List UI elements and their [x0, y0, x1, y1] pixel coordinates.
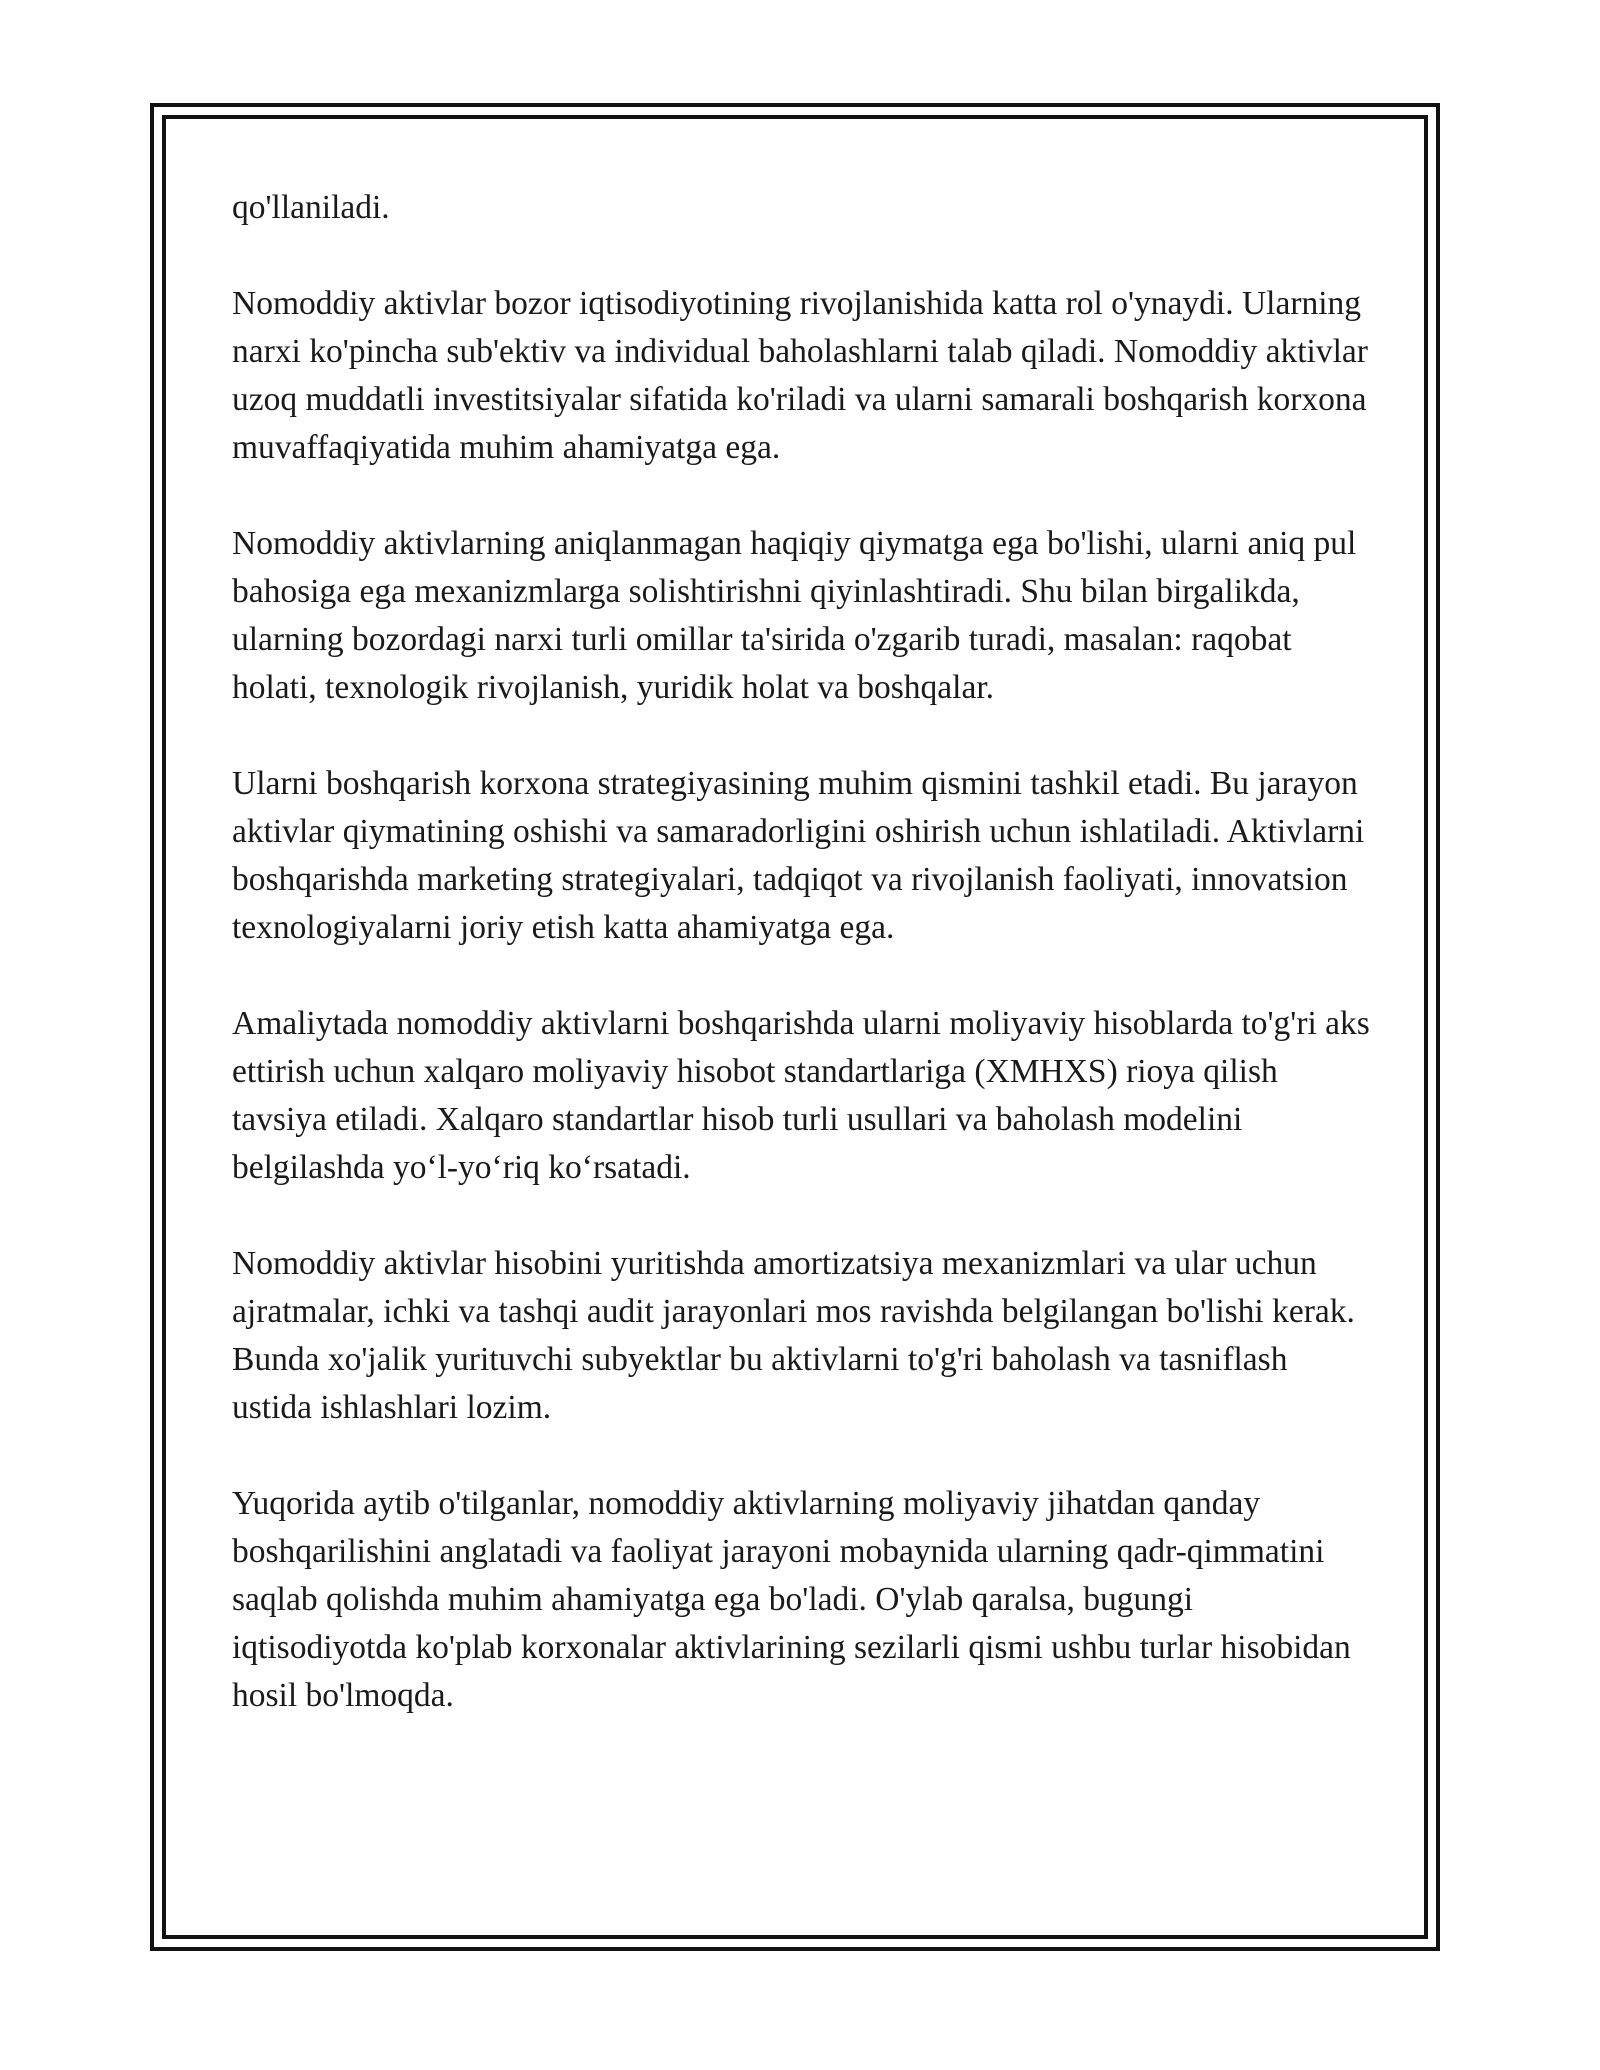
paragraph-continuation: qo'llaniladi.: [232, 189, 390, 226]
paragraph-value-uncertainty: Nomoddiy aktivlarning aniqlanmagan haqiqiy qiymatga ega bo'lishi, ularni aniq pul bahosiga ega mexanizmlarga solishtirishni qiyinlashtiradi. Shu bilan birgalikda, ularning bozordagi narxi turli omillar ta'sirida o'zgarib turadi, masalan: raqobat holati, texnologik rivojlanish, yuridik holat va boshqalar.: [232, 525, 1357, 706]
paragraph-management-strategy: Ularni boshqarish korxona strategiyasining muhim qismini tashkil etadi. Bu jarayon aktivlar qiymatining oshishi va samaradorligini oshirish uchun ishlatiladi. Aktivlarni boshqarishda marketing strategiyalari, tadqiqot va rivojlanish faoliyati, innovatsion texnologiyalarni joriy etish katta ahamiyatga ega.: [232, 765, 1365, 946]
document-body: [232, 184, 1372, 1720]
paragraph-ifrs-standards: Amaliytada nomoddiy aktivlarni boshqarishda ularni moliyaviy hisoblarda to'g'ri aks ettirish uchun xalqaro moliyaviy hisobot standartlariga (XMHXS) rioya qilish tavsiya etiladi. Xalqaro standartlar hisob turli usullari va baholash modelini belgilashda yo‘l-yo‘riq ko‘rsatadi.: [232, 1005, 1370, 1186]
paragraph-conclusion: Yuqorida aytib o'tilganlar, nomoddiy aktivlarning moliyaviy jihatdan qanday boshqarilishini anglatadi va faoliyat jarayoni mobaynida ularning qadr-qimmatini saqlab qolishda muhim ahamiyatga ega bo'ladi. O'ylab qaralsa, bugungi iqtisodiyotda ko'plab korxonalar aktivlarining sezilarli qismi ushbu turlar hisobidan hosil bo'lmoqda.: [232, 1485, 1351, 1714]
paragraph-market-role: Nomoddiy aktivlar bozor iqtisodiyotining rivojlanishida katta rol o'ynaydi. Ularning narxi ko'pincha sub'ektiv va individual baholashlarni talab qiladi. Nomoddiy aktivlar uzoq muddatli investitsiyalar sifatida ko'riladi va ularni samarali boshqarish korxona muvaffaqiyatida muhim ahamiyatga ega.: [232, 285, 1368, 466]
paragraph-amortization-audit: Nomoddiy aktivlar hisobini yuritishda amortizatsiya mexanizmlari va ular uchun ajratmalar, ichki va tashqi audit jarayonlari mos ravishda belgilangan bo'lishi kerak. Bunda xo'jalik yurituvchi subyektlar bu aktivlarni to'g'ri baholash va tasniflash ustida ishlashlari lozim.: [232, 1245, 1355, 1426]
